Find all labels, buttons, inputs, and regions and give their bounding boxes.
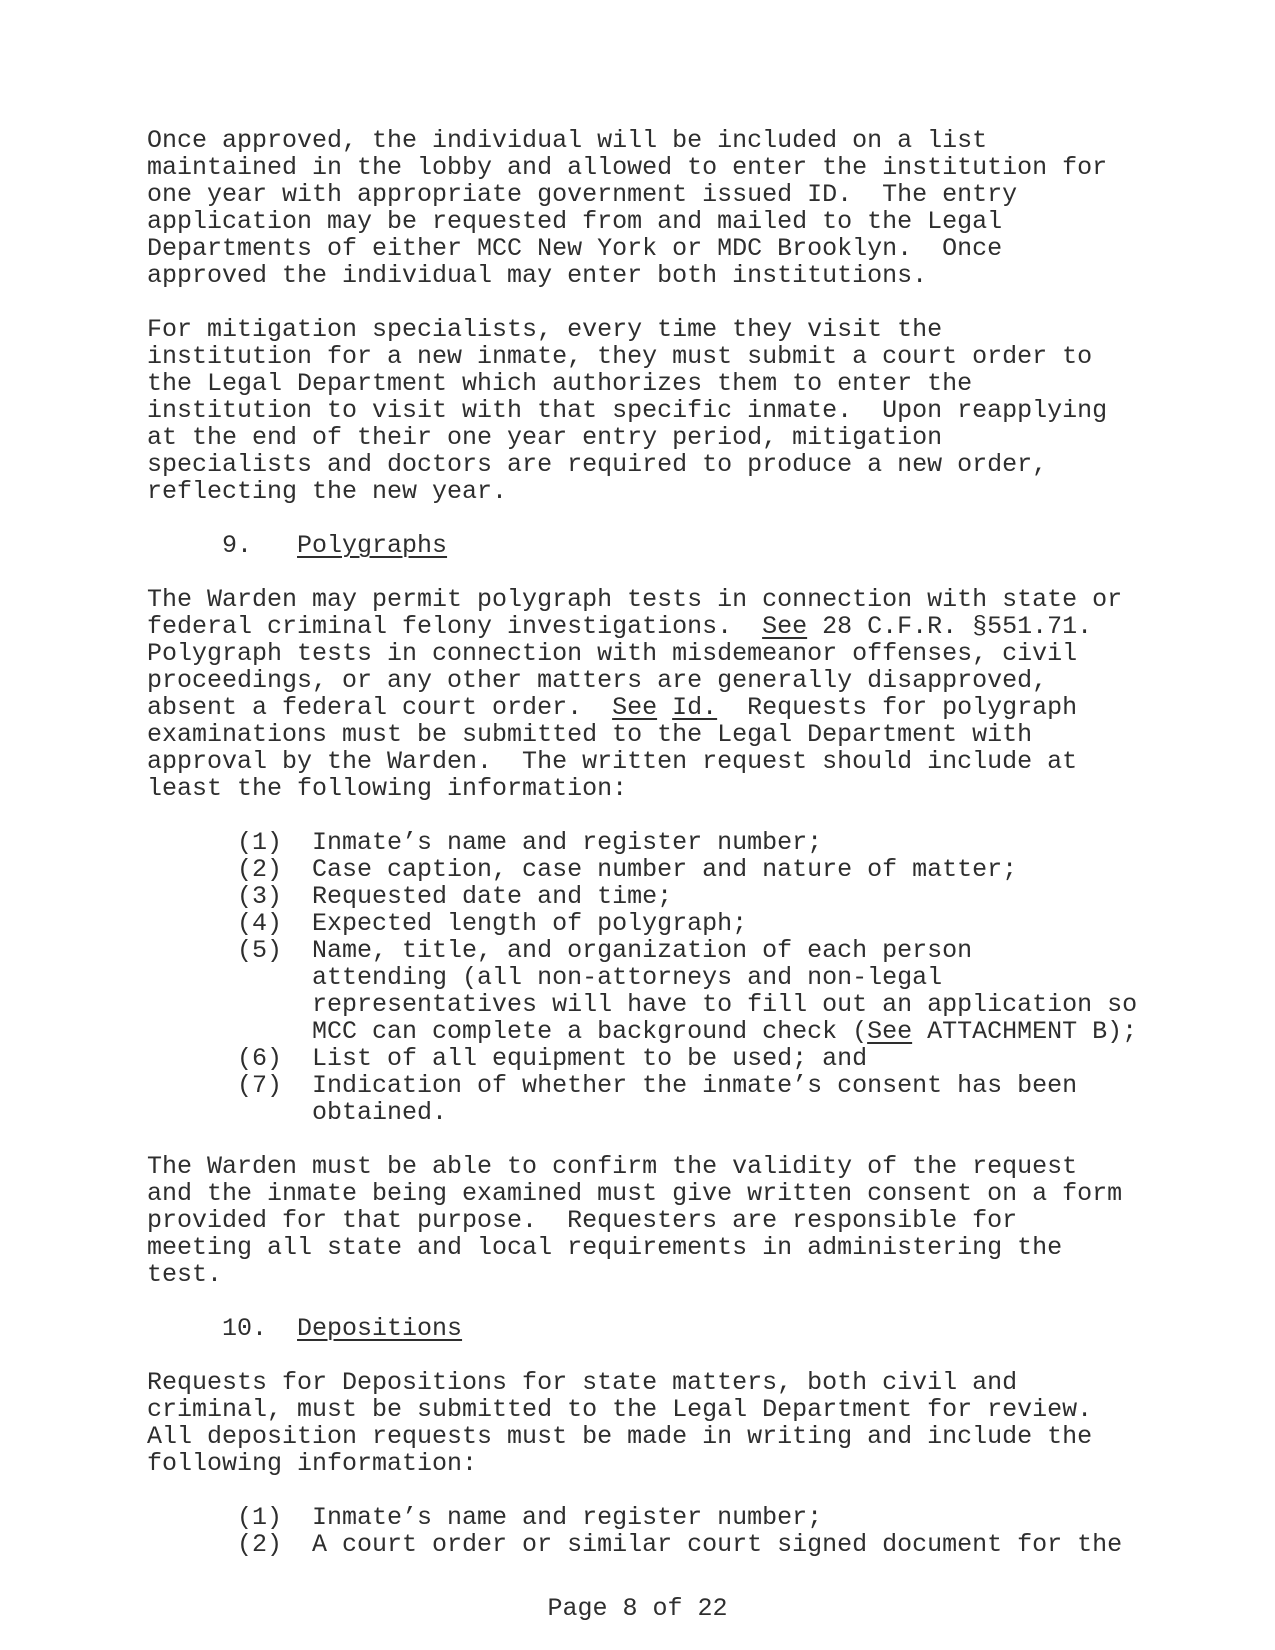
text-segment: (2) Case caption, case number and nature of matter; xyxy=(147,855,1018,884)
text-line xyxy=(147,127,1137,154)
text-line xyxy=(147,370,1137,397)
list-item-line xyxy=(147,1072,1137,1099)
text-line xyxy=(147,1369,1137,1396)
text-segment: Polygraph tests in connection with misdemeanor offenses, civil xyxy=(147,639,1078,668)
text-segment: absent a federal court order. xyxy=(147,693,613,722)
text-line xyxy=(147,1180,1137,1207)
text-line xyxy=(147,1234,1137,1261)
text-segment: the Legal Department which authorizes them to enter the xyxy=(147,369,973,398)
text-segment: Requests for polygraph xyxy=(717,693,1078,722)
text-segment: provided for that purpose. Requesters are responsible for xyxy=(147,1206,1018,1235)
text-segment: 28 C.F.R. §551.71. xyxy=(807,612,1093,641)
text-segment: maintained in the lobby and allowed to enter the institution for xyxy=(147,153,1108,182)
text-segment: least the following information: xyxy=(147,774,628,803)
text-segment: following information: xyxy=(147,1449,478,1478)
text-segment: 10. xyxy=(147,1314,298,1343)
list-item-line xyxy=(147,883,1137,910)
list-item-line xyxy=(147,991,1137,1018)
text-segment: (5) Name, title, and organization of each person xyxy=(147,936,973,965)
text-line xyxy=(147,451,1137,478)
list-item-line xyxy=(147,964,1137,991)
text-segment: 9. xyxy=(147,531,298,560)
text-line xyxy=(147,343,1137,370)
text-segment: institution to visit with that specific inmate. Upon reapplying xyxy=(147,396,1108,425)
numbered-list xyxy=(147,1504,1137,1558)
underlined-text: Polygraphs xyxy=(297,531,448,560)
text-line xyxy=(147,1450,1137,1477)
text-segment: (3) Requested date and time; xyxy=(147,882,673,911)
text-segment: (6) List of all equipment to be used; and xyxy=(147,1044,868,1073)
text-segment: The Warden may permit polygraph tests in connection with state or xyxy=(147,585,1123,614)
text-line xyxy=(147,775,1137,802)
text-line xyxy=(147,1315,1137,1342)
list-item-line xyxy=(147,1531,1137,1558)
numbered-list xyxy=(147,829,1137,1126)
text-segment: federal criminal felony investigations. xyxy=(147,612,763,641)
text-segment: approved the individual may enter both institutions. xyxy=(147,261,928,290)
text-line xyxy=(147,613,1137,640)
paragraph xyxy=(147,127,1137,289)
text-line xyxy=(147,208,1137,235)
text-segment: Departments of either MCC New York or MDC Brooklyn. Once xyxy=(147,234,1003,263)
text-segment: representatives will have to fill out an application so xyxy=(147,990,1138,1019)
text-segment: All deposition requests must be made in writing and include the xyxy=(147,1422,1093,1451)
list-item-line xyxy=(147,856,1137,883)
section-heading xyxy=(147,532,1137,559)
text-segment: specialists and doctors are required to produce a new order, xyxy=(147,450,1048,479)
text-segment: one year with appropriate government issued ID. The entry xyxy=(147,180,1018,209)
text-line xyxy=(147,235,1137,262)
text-line xyxy=(147,1207,1137,1234)
text-line xyxy=(147,721,1137,748)
text-line xyxy=(147,316,1137,343)
text-segment: ATTACHMENT B); xyxy=(912,1017,1138,1046)
underlined-text: See xyxy=(612,693,658,722)
text-line xyxy=(147,1153,1137,1180)
text-line xyxy=(147,478,1137,505)
list-item-line xyxy=(147,1045,1137,1072)
text-line xyxy=(147,748,1137,775)
list-item-line xyxy=(147,937,1137,964)
text-segment: meeting all state and local requirements in administering the xyxy=(147,1233,1063,1262)
text-segment: proceedings, or any other matters are generally disapproved, xyxy=(147,666,1048,695)
text-line xyxy=(147,667,1137,694)
underlined-text: Id. xyxy=(672,693,718,722)
text-segment: test. xyxy=(147,1260,223,1289)
text-segment: (4) Expected length of polygraph; xyxy=(147,909,748,938)
text-segment: at the end of their one year entry period, mitigation xyxy=(147,423,943,452)
list-item-line xyxy=(147,829,1137,856)
text-segment xyxy=(657,693,672,722)
text-segment: reflecting the new year. xyxy=(147,477,508,506)
text-line xyxy=(147,640,1137,667)
text-line xyxy=(147,1423,1137,1450)
text-segment: The Warden must be able to confirm the validity of the request xyxy=(147,1152,1078,1181)
text-segment: examinations must be submitted to the Legal Department with xyxy=(147,720,1033,749)
page-number-footer: Page 8 of 22 xyxy=(547,1594,728,1623)
text-segment: (2) A court order or similar court signed document for the xyxy=(147,1530,1123,1559)
text-line xyxy=(147,262,1137,289)
text-segment: Once approved, the individual will be included on a list xyxy=(147,126,988,155)
paragraph xyxy=(147,316,1137,505)
text-segment: (1) Inmate’s name and register number; xyxy=(147,828,823,857)
text-segment: (1) Inmate’s name and register number; xyxy=(147,1503,823,1532)
text-line xyxy=(147,694,1137,721)
document-body xyxy=(147,127,1137,1558)
underlined-text: Depositions xyxy=(297,1314,463,1343)
underlined-text: See xyxy=(762,612,808,641)
list-item-line xyxy=(147,1099,1137,1126)
list-item-line xyxy=(147,1018,1137,1045)
paragraph xyxy=(147,586,1137,802)
text-segment: (7) Indication of whether the inmate’s consent has been xyxy=(147,1071,1078,1100)
text-segment: attending (all non-attorneys and non-legal xyxy=(147,963,943,992)
text-line xyxy=(147,424,1137,451)
list-item-line xyxy=(147,1504,1137,1531)
text-line xyxy=(147,1261,1137,1288)
text-line xyxy=(147,1396,1137,1423)
section-heading xyxy=(147,1315,1137,1342)
text-line xyxy=(147,532,1137,559)
text-line xyxy=(147,154,1137,181)
text-segment: Requests for Depositions for state matters, both civil and xyxy=(147,1368,1018,1397)
text-line xyxy=(147,397,1137,424)
underlined-text: See xyxy=(867,1017,913,1046)
text-segment: criminal, must be submitted to the Legal Department for review. xyxy=(147,1395,1093,1424)
text-segment: and the inmate being examined must give written consent on a form xyxy=(147,1179,1123,1208)
text-segment: approval by the Warden. The written request should include at xyxy=(147,747,1078,776)
text-segment: MCC can complete a background check ( xyxy=(147,1017,868,1046)
text-segment: For mitigation specialists, every time they visit the xyxy=(147,315,943,344)
text-segment: obtained. xyxy=(147,1098,448,1127)
text-segment: application may be requested from and mailed to the Legal xyxy=(147,207,1003,236)
text-line xyxy=(147,586,1137,613)
text-segment: institution for a new inmate, they must submit a court order to xyxy=(147,342,1093,371)
paragraph xyxy=(147,1153,1137,1288)
text-line xyxy=(147,181,1137,208)
list-item-line xyxy=(147,910,1137,937)
paragraph xyxy=(147,1369,1137,1477)
